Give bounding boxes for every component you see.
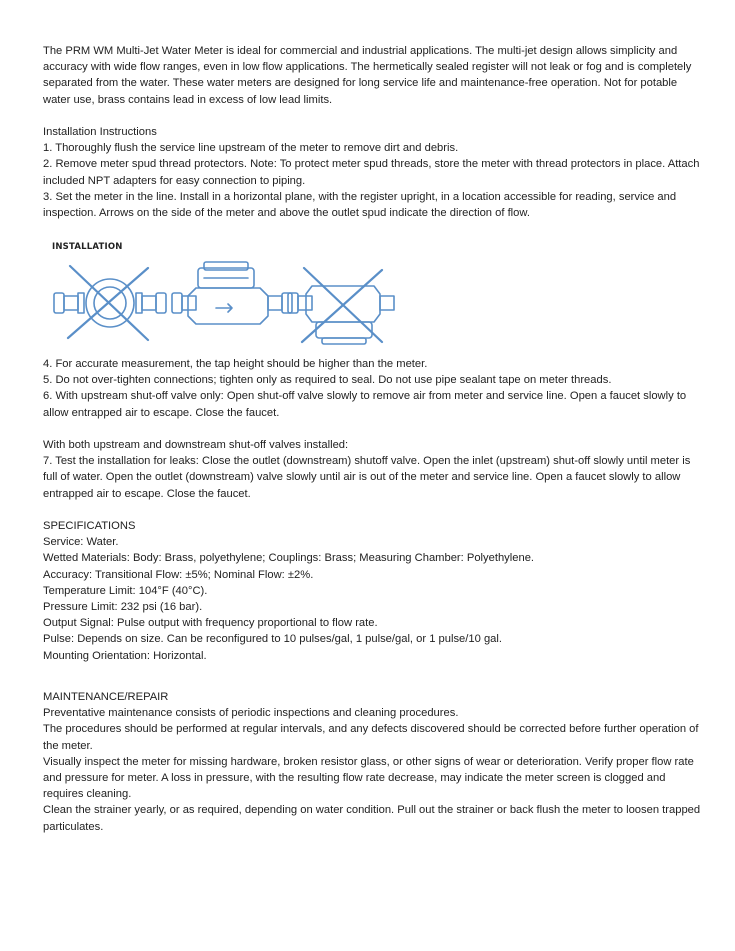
meter-incorrect-tilted-icon <box>54 266 166 340</box>
maintenance-section <box>43 689 703 835</box>
installation-figure <box>48 238 398 350</box>
spec-line: Mounting Orientation: Horizontal. <box>43 649 207 662</box>
spec-line: Wetted Materials: Body: Brass, polyethylene; Couplings: Brass; Measuring Chamber: Polyethylene. <box>43 552 535 565</box>
specifications-section <box>43 518 703 664</box>
maintenance-line: Preventative maintenance consists of periodic inspections and cleaning procedures. <box>43 707 459 720</box>
spec-line: Service: Water. <box>43 536 119 549</box>
spec-line: Temperature Limit: 104°F (40°C). <box>43 584 208 597</box>
spec-line: Pressure Limit: 232 psi (16 bar). <box>43 601 203 614</box>
installation-step-2: 2. Remove meter spud thread protectors. Note: To protect meter spud threads, store the meter with thread protectors in place. Attach included NPT adapters for easy connection to piping. <box>43 158 700 187</box>
installation-step-4: 4. For accurate measurement, the tap height should be higher than the meter. <box>43 358 428 370</box>
installation-step-7: 7. Test the installation for leaks: Close the outlet (downstream) shutoff valve. Open the inlet (upstream) shut-off slowly until meter is full of water. Open the outlet (downstream) valve slowly until air is out of the meter and service line. Open a faucet slowly to allow entrapped air to escape. Close the faucet. <box>43 455 691 500</box>
installation-continued-section <box>43 356 703 421</box>
maintenance-heading: MAINTENANCE/REPAIR <box>43 691 169 703</box>
intro-paragraph: The PRM WM Multi-Jet Water Meter is ideal for commercial and industrial applications. The multi-jet design allows simplicity and accuracy with wide flow ranges, even in low flow applications. The hermetically sealed register will not leak or fog and is completely separated from the water. These water meters are designed for long service life and maintenance-free operation. Not for potable water use, brass contains lead in excess of low lead limits. <box>43 45 692 106</box>
intro-section <box>43 43 703 108</box>
installation-heading: Installation Instructions <box>43 126 157 138</box>
installation-step-1: 1. Thoroughly flush the service line upstream of the meter to remove dirt and debris. <box>43 142 459 155</box>
maintenance-line: The procedures should be performed at regular intervals, and any defects discovered should be corrected before further operation of the meter. <box>43 723 699 752</box>
maintenance-line: Clean the strainer yearly, or as required, depending on water condition. Pull out the strainer or back flush the meter to loosen trapped particulates. <box>43 804 701 833</box>
meter-incorrect-inverted-icon <box>288 268 394 344</box>
installation-step-5: 5. Do not over-tighten connections; tighten only as required to seal. Do not use pipe sealant tape on meter threads. <box>43 374 612 387</box>
both-valves-heading: With both upstream and downstream shut-off valves installed: <box>43 439 349 451</box>
installation-section <box>43 124 703 221</box>
spec-line: Output Signal: Pulse output with frequency proportional to flow rate. <box>43 617 378 630</box>
both-valves-section <box>43 437 703 502</box>
spec-line: Accuracy: Transitional Flow: ±5%; Nominal Flow: ±2%. <box>43 568 314 581</box>
installation-figure-label: INSTALLATION <box>52 242 123 252</box>
installation-step-6: 6. With upstream shut-off valve only: Open shut-off valve slowly to remove air from meter and service line. Open a faucet slowly to allow entrapped air to escape. Close the faucet. <box>43 390 687 419</box>
installation-step-3: 3. Set the meter in the line. Install in a horizontal plane, with the register upright, in a location accessible for reading, service and inspection. Arrows on the side of the meter and above the outlet spud indicate the direction of flow. <box>43 190 677 220</box>
meter-correct-upright-icon <box>172 262 292 324</box>
installation-diagram <box>48 238 398 350</box>
specifications-heading: SPECIFICATIONS <box>43 520 136 532</box>
maintenance-line: Visually inspect the meter for missing hardware, broken resistor glass, or other signs of wear or deterioration. Verify proper flow rate and pressure for meter. A loss in pressure, with the resulting flow rate decrease, may indicate the meter screen is clogged and requires cleaning. <box>43 755 694 801</box>
spec-line: Pulse: Depends on size. Can be reconfigured to 10 pulses/gal, 1 pulse/gal, or 1 pulse/10 gal. <box>43 633 502 646</box>
